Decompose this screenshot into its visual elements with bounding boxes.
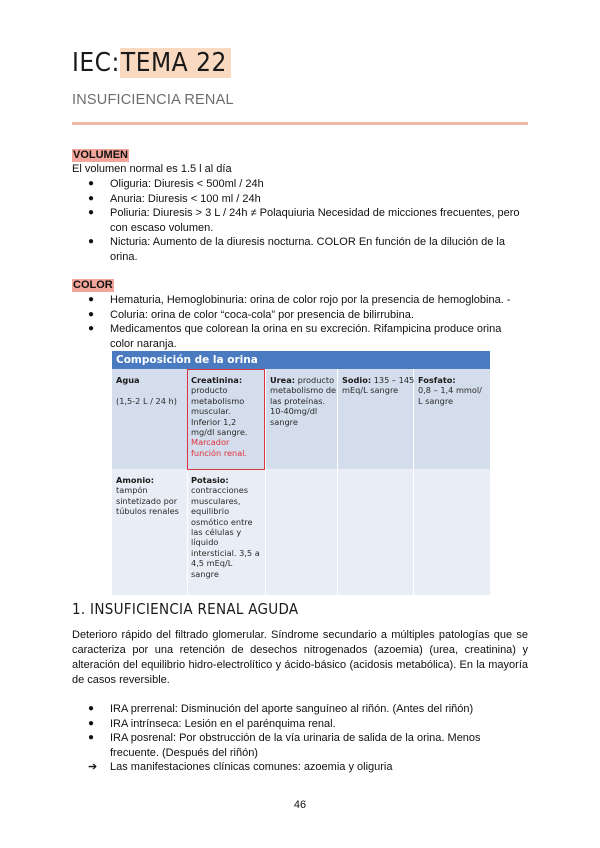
list-item: ● Hematuria, Hemoglobinuria: orina de color rojo por la presencia de hemoglobina. - xyxy=(88,294,511,306)
urine-composition-table xyxy=(112,351,490,595)
creatinina-highlight-box xyxy=(187,369,265,470)
page-title xyxy=(72,46,231,80)
list-item: ● Coluria: orina de color “coca-cola” por presencia de bilirrubina. xyxy=(88,308,414,321)
cell-creatinina: Creatinina: producto metabolismo muscular. Inferior 1,2 mg/dl sangre. Marcador función renal. xyxy=(191,375,248,458)
list-item: ● IRA prerrenal: Disminución del aporte sanguíneo al riñón. (Antes del riñón) xyxy=(88,703,474,715)
list-item: ● Oliguria: Diuresis < 500ml / 24h xyxy=(88,178,264,190)
bullet-icon: ● xyxy=(88,236,95,248)
bullet-icon: ● xyxy=(88,207,95,219)
bullet-icon: ● xyxy=(88,323,95,335)
title-divider xyxy=(72,122,528,125)
list-item: ● IRA posrenal: Por obstrucción de la vía urinaria de salida de la orina. Menos xyxy=(88,732,481,745)
list-item: ● Nicturia: Aumento de la diuresis nocturna. COLOR En función de la dilución de la xyxy=(88,236,505,249)
volumen-intro: El volumen normal es 1.5 l al día xyxy=(72,163,232,175)
bullet-icon: ● xyxy=(88,178,95,189)
cell-urea: Urea: producto metabolismo de las proteínas. 10-40mg/dl sangre xyxy=(270,375,337,427)
color-list xyxy=(72,293,528,351)
arrow-list-item: ➔ Las manifestaciones clínicas comunes: azoemia y oliguria xyxy=(88,761,393,773)
bullet-icon: ● xyxy=(88,294,95,305)
bullet-icon: ● xyxy=(88,308,95,320)
list-item: ● Anuria: Diuresis < 100 ml / 24h xyxy=(88,192,261,205)
title-prefix: IEC: xyxy=(72,48,120,78)
bullet-icon: ● xyxy=(88,703,95,714)
list-item-continuation: con escaso volumen. xyxy=(110,221,214,234)
column-divider xyxy=(265,369,266,595)
volumen-label: VOLUMEN xyxy=(73,149,128,161)
bullet-icon: ● xyxy=(88,717,95,729)
cell-agua: Agua (1,5-2 L / 24 h) xyxy=(116,375,177,406)
ira-list xyxy=(72,702,528,760)
column-divider xyxy=(413,369,414,595)
arrow-right-icon: ➔ xyxy=(88,761,98,773)
section-heading: 1. INSUFICIENCIA RENAL AGUDA xyxy=(72,600,299,618)
cell-fosfato: Fosfato: 0,8 – 1,4 mmol/ L sangre xyxy=(418,375,482,406)
section-paragraph: Deterioro rápido del filtrado glomerular. Síndrome secundario a múltiples patologías que se caracteriza por una retención de desechos nitrogenados (azoemia) (urea, creatinina) y alteración del equilibrio hidro-electrolítico y ácido-básico (acidosis metabólica). En la mayoría de casos reversible. xyxy=(72,629,528,686)
cell-potasio: Potasio: contracciones musculares, equilibrio osmótico entre las células y líquido intersticial. 3,5 a 4,5 mEq/L sangre xyxy=(191,475,260,579)
column-divider xyxy=(337,369,338,595)
cell-sodio: Sodio: 135 – 145 mEq/L sangre xyxy=(342,375,415,396)
cell-amonio: Amonio: tampón sintetizado por túbulos renales xyxy=(116,475,179,517)
list-item: ● Poliuria: Diuresis > 3 L / 24h ≠ Polaquiuria Necesidad de micciones frecuentes, pero xyxy=(88,207,520,220)
list-item-continuation: frecuente. (Después del riñón) xyxy=(110,746,258,759)
bullet-icon: ● xyxy=(88,732,95,744)
title-highlight: TEMA 22 xyxy=(120,48,231,78)
page-subtitle: INSUFICIENCIA RENAL xyxy=(72,92,234,108)
list-item: ● IRA intrínseca: Lesión en el parénquima renal. xyxy=(88,717,336,730)
list-item-continuation: orina. xyxy=(110,250,138,263)
page-number: 46 xyxy=(293,799,307,811)
list-item: ● Medicamentos que colorean la orina en su excreción. Rifampicina produce orina xyxy=(88,323,502,336)
table-title: Composición de la orina xyxy=(112,351,490,369)
list-item-continuation: color naranja. xyxy=(110,337,177,350)
volumen-list xyxy=(72,177,528,265)
bullet-icon: ● xyxy=(88,192,95,204)
color-label: COLOR xyxy=(73,279,113,291)
